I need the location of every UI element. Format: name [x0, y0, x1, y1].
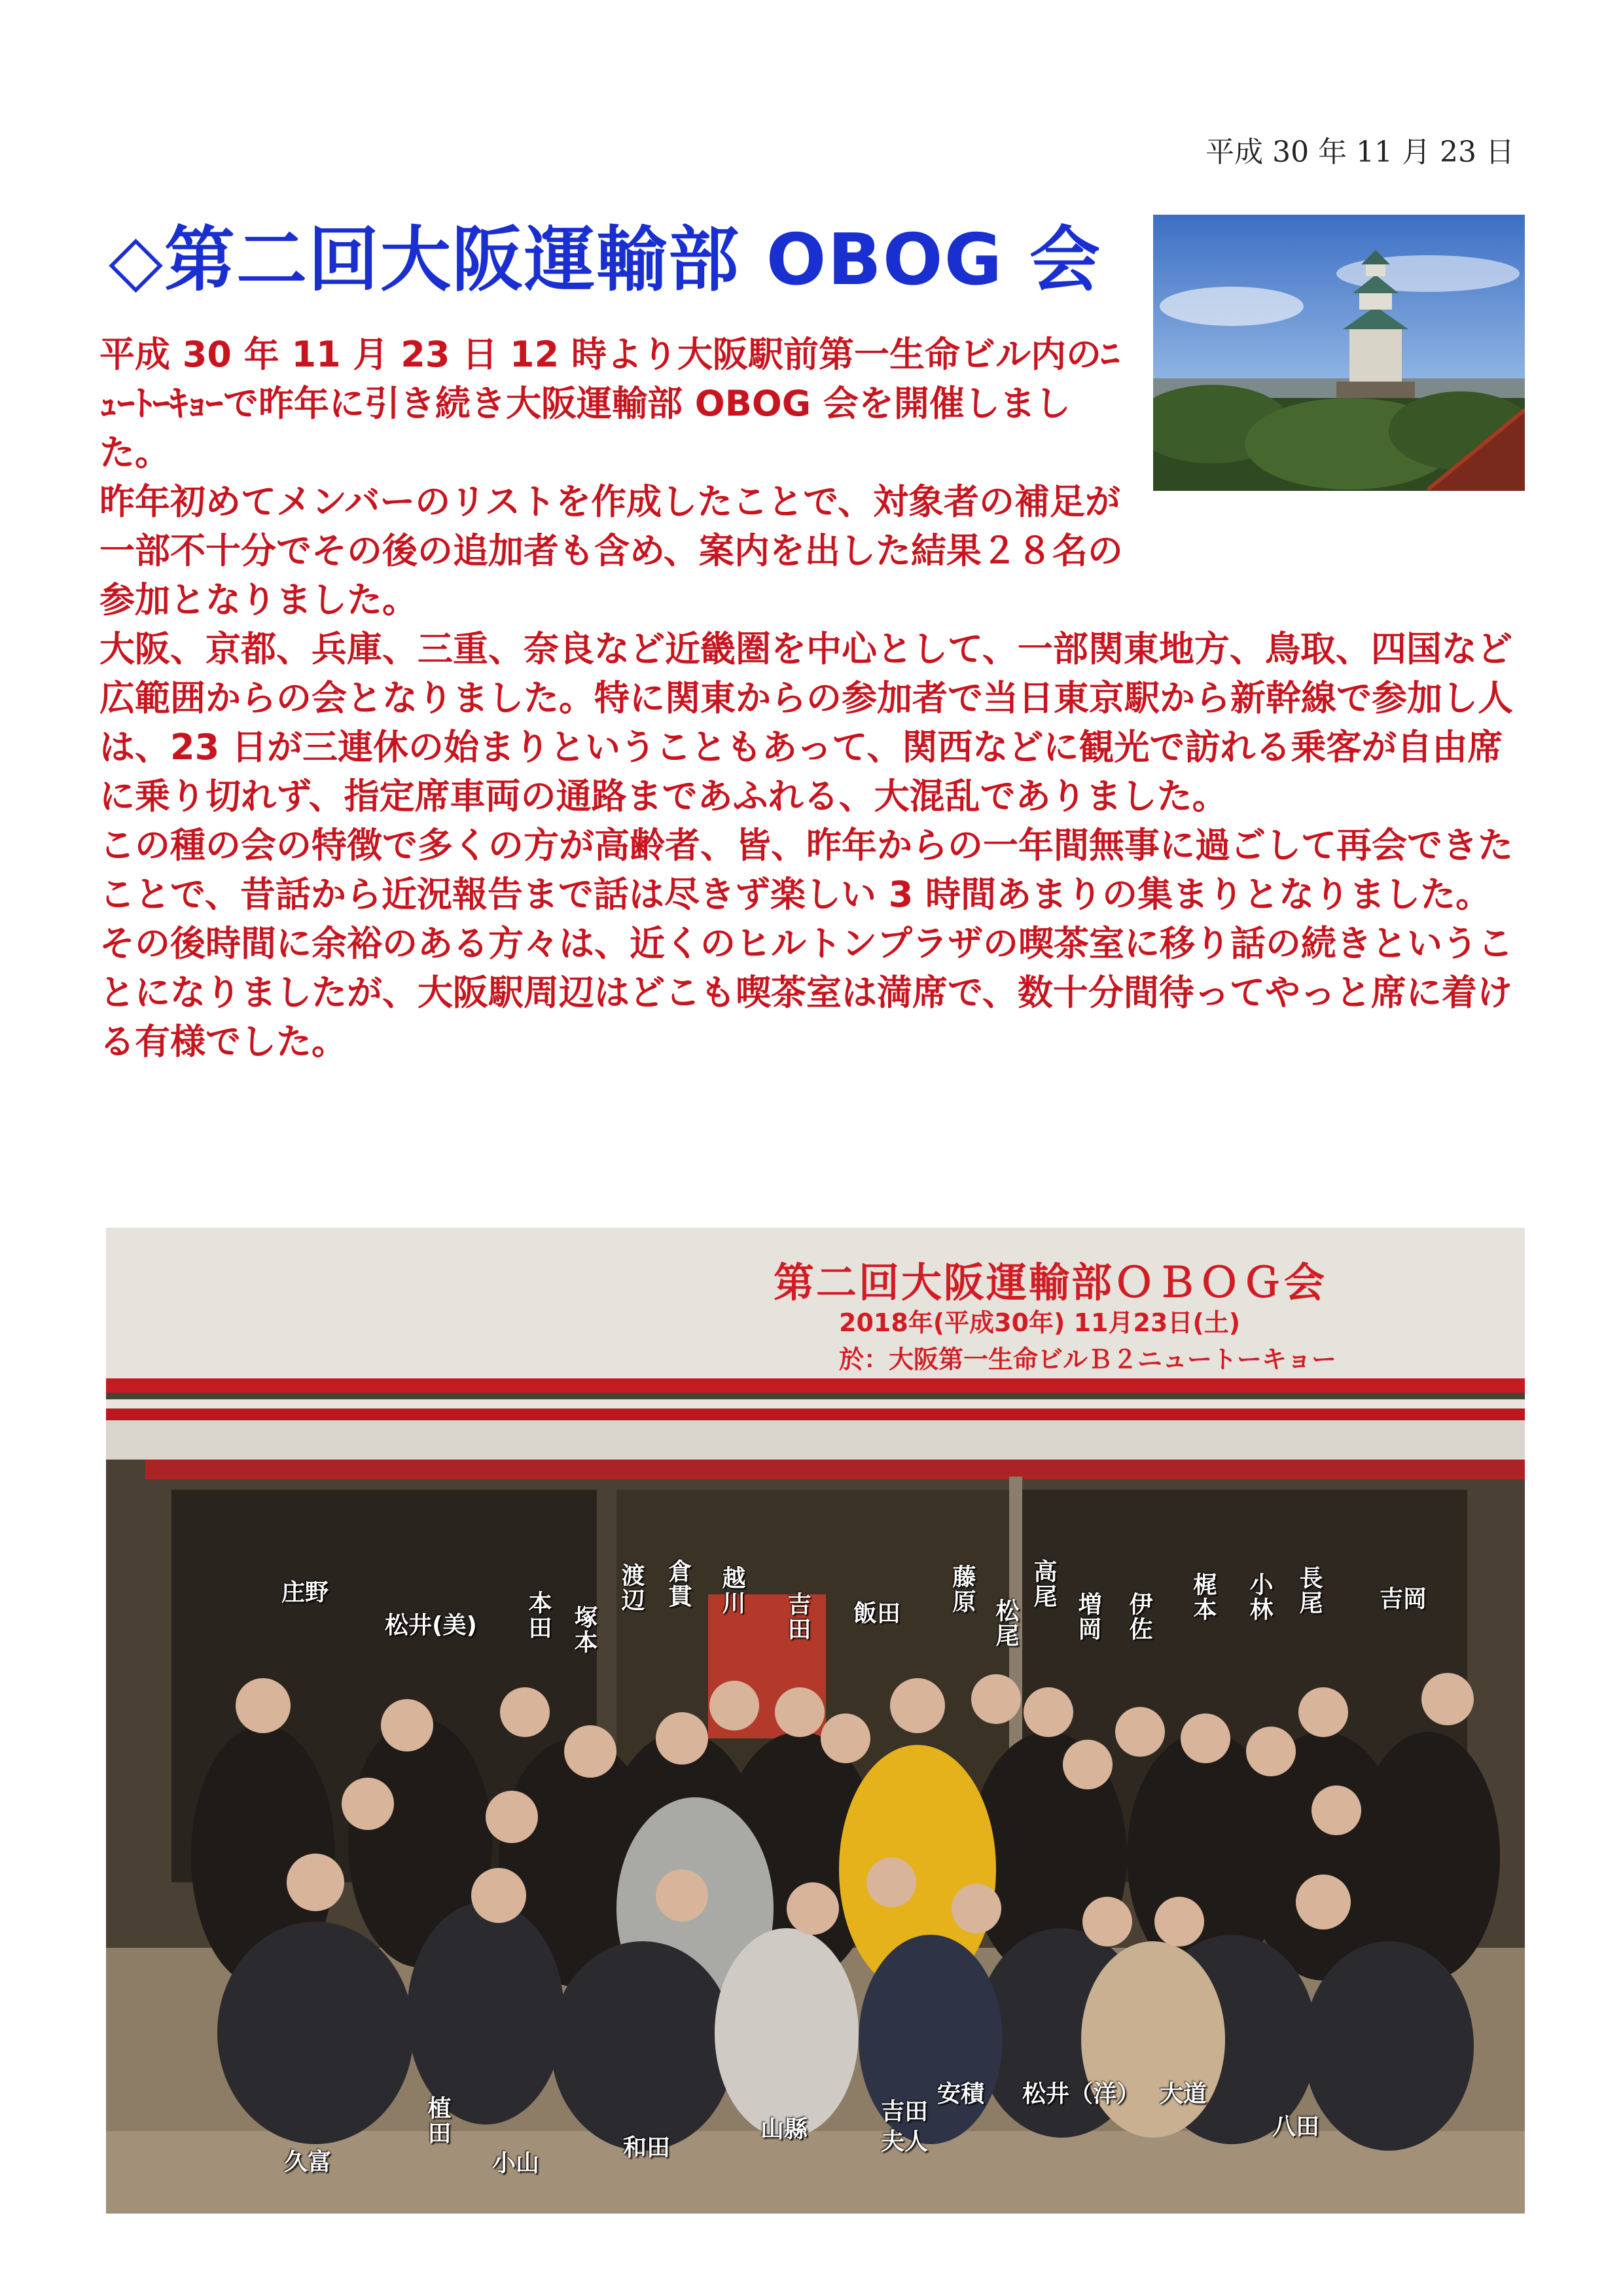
name-label-matsui-hiro: 松井（洋）	[1022, 2081, 1141, 2108]
name-label-matsuo: 松尾	[992, 1598, 1019, 1648]
name-label-koyama: 小山	[492, 2150, 540, 2177]
name-label-iida: 飯田	[853, 1600, 901, 1627]
name-label-kajimoto: 梶本	[1190, 1572, 1217, 1622]
name-label-ueda: 植田	[424, 2096, 451, 2145]
photo-caption-venue: 於：大阪第一生命ビルＢ２ニュートーキョー	[839, 1345, 1337, 1374]
document-date: 平成 30 年 11 月 23 日	[1205, 135, 1514, 169]
name-label-kobayashi: 小林	[1246, 1572, 1273, 1622]
name-label-yoshida-fujin: 吉田夫人	[880, 2098, 928, 2155]
name-label-kuranuki: 倉貫	[665, 1559, 692, 1609]
name-label-yoshioka: 吉岡	[1380, 1586, 1427, 1613]
paragraph-2: 昨年初めてメンバーのリストを作成したことで、対象者の補足が一部不十分でその後の追加者も含め、案内を出した結果２８名の参加となりました。	[99, 481, 1123, 620]
name-label-isa: 伊佐	[1126, 1592, 1152, 1641]
name-label-matsui-mi: 松井(美)	[385, 1612, 477, 1639]
name-label-omichi: 大道	[1160, 2081, 1207, 2108]
group-photo	[106, 1228, 1525, 2214]
paragraph-3: 大阪、京都、兵庫、三重、奈良など近畿圏を中心として、一部関東地方、鳥取、四国など広範囲からの会となりました。特に関東からの参加者で当日東京駅から新幹線で参加し人は、23 日が三連休の始まりということもあって、関西などに観光で訪れる乗客が自由席に乗り切れず、指定席車両の通路まであふれる、大混乱でありました。	[99, 628, 1513, 817]
name-label-yamagata: 山縣	[760, 2116, 808, 2143]
name-label-fujiwara: 藤原	[949, 1564, 976, 1614]
name-label-yoshida: 吉田	[784, 1592, 811, 1641]
article-body	[99, 330, 1527, 1066]
name-label-hatta: 八田	[1272, 2113, 1320, 2140]
document-title: ◇第二回大阪運輸部 OBOG 会	[109, 219, 1101, 301]
paragraph-1: 平成 30 年 11 月 23 日 12 時より大阪駅前第一生命ビル内のﾆｭｰﾄｰｷｮｰで昨年に引き続き大阪運輸部 OBOG 会を開催しました。	[99, 334, 1119, 473]
name-label-koshikawa: 越川	[719, 1566, 745, 1615]
name-label-shono: 庄野	[281, 1579, 329, 1606]
name-label-nagao: 長尾	[1296, 1566, 1323, 1615]
name-label-takao: 高尾	[1030, 1559, 1057, 1609]
name-label-tsukamoto: 塚本	[571, 1605, 597, 1655]
name-label-masuoka: 増岡	[1075, 1592, 1101, 1641]
name-label-honda: 本田	[525, 1590, 552, 1640]
paragraph-4: この種の会の特徴で多くの方が高齢者、皆、昨年からの一年間無事に過ごして再会できたことで、昔話から近況報告まで話は尽きず楽しい 3 時間あまりの集まりとなりました。	[99, 825, 1513, 915]
name-label-azumi: 安積	[937, 2081, 985, 2108]
name-label-watanabe: 渡辺	[618, 1563, 645, 1613]
photo-caption-title: 第二回大阪運輸部ＯＢＯＧ会	[774, 1259, 1327, 1306]
paragraph-5: その後時間に余裕のある方々は、近くのヒルトンプラザの喫茶室に移り話の続きということになりましたが、大阪駅周辺はどこも喫茶室は満席で、数十分間待ってやっと席に着ける有様でした。	[99, 923, 1513, 1062]
name-label-kutomi: 久富	[284, 2149, 332, 2176]
photo-caption-date: 2018年(平成30年) 11月23日(土)	[839, 1308, 1241, 1337]
name-label-wada: 和田	[623, 2134, 671, 2161]
